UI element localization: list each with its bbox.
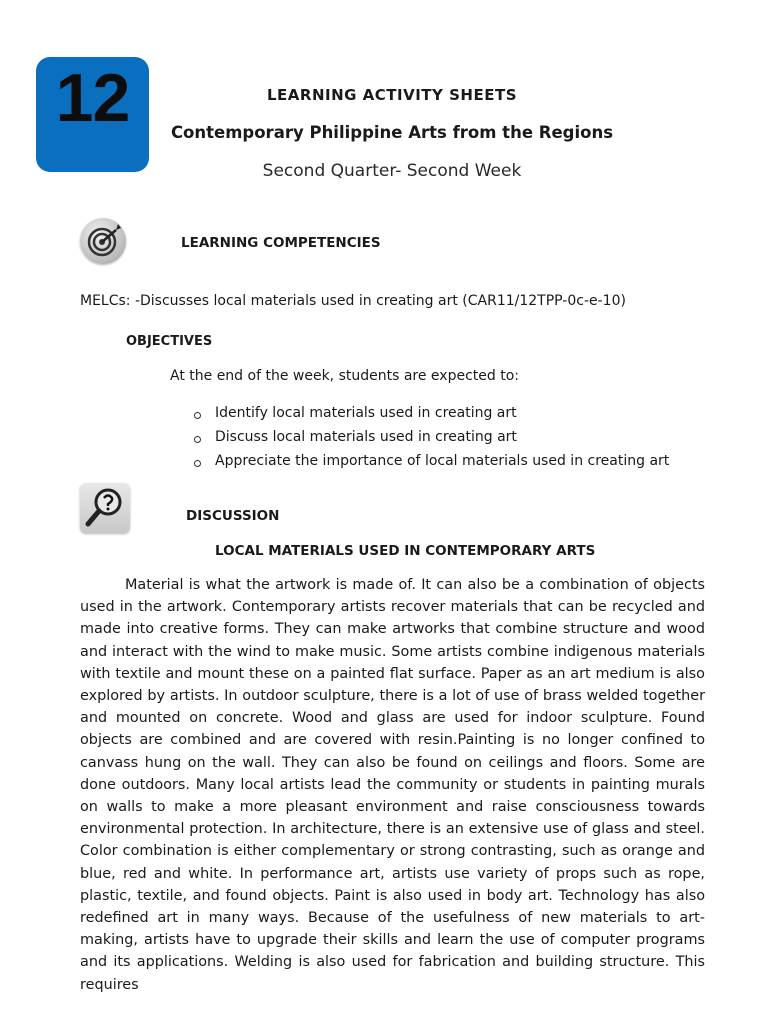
- list-item: Discuss local materials used in creating art: [191, 425, 669, 449]
- grade-badge: [36, 57, 149, 172]
- objectives-list: [191, 401, 669, 473]
- competencies-heading: LEARNING COMPETENCIES: [181, 235, 381, 251]
- discussion-body: Material is what the artwork is made of. It can also be a combination of objects used in the artwork. Contemporary artists recover materials that can be recycled and made into creative forms. They can make artworks that combine structure and wood and interact with the wind to make music. Some artists combine indigenous materials with textile and mount these on a painted flat surface. Paper as an art medium is also explored by artists. In outdoor sculpture, there is a lot of use of brass welded together and mounted on concrete. Wood and glass are used for indoor sculpture. Found objects are combined and are covered with resin.Painting is no longer confined to canvass hung on the wall. They can also be found on ceilings and floors. Some are done outdoors. Many local artists lead the community or students in painting murals on walls to make a more pleasant environment and raise consciousness towards environmental protection. In architecture, there is an extensive use of glass and steel. Color combination is either complementary or strong contrasting, such as orange and blue, red and white. In performance art, artists use variety of props such as rope, plastic, textile, and found objects. Paint is also used in body art. Technology has also redefined art in many ways. Because of the usefulness of new materials to art-making, artists have to upgrade their skills and learn the use of computer programs and its applications. Welding is also used for fabrication and building structure. This requires: [80, 577, 705, 993]
- target-icon: [80, 218, 126, 264]
- local-materials-heading: LOCAL MATERIALS USED IN CONTEMPORARY ARTS: [215, 543, 596, 559]
- discussion-heading: DISCUSSION: [186, 508, 280, 524]
- document-title: LEARNING ACTIVITY SHEETS: [266, 86, 517, 104]
- melcs-text: MELCs: -Discusses local materials used in creating art (CAR11/12TPP-0c-e-10): [80, 293, 626, 309]
- objectives-heading: OBJECTIVES: [126, 334, 213, 349]
- grade-number: 12: [55, 60, 130, 136]
- list-item: Identify local materials used in creating art: [191, 401, 669, 425]
- subject-title: Contemporary Philippine Arts from the Regions: [170, 123, 614, 142]
- objectives-intro: At the end of the week, students are expected to:: [170, 368, 519, 384]
- quarter-week: Second Quarter- Second Week: [262, 161, 522, 181]
- list-item: Appreciate the importance of local materials used in creating art: [191, 449, 669, 473]
- magnifier-question-icon: [80, 483, 130, 533]
